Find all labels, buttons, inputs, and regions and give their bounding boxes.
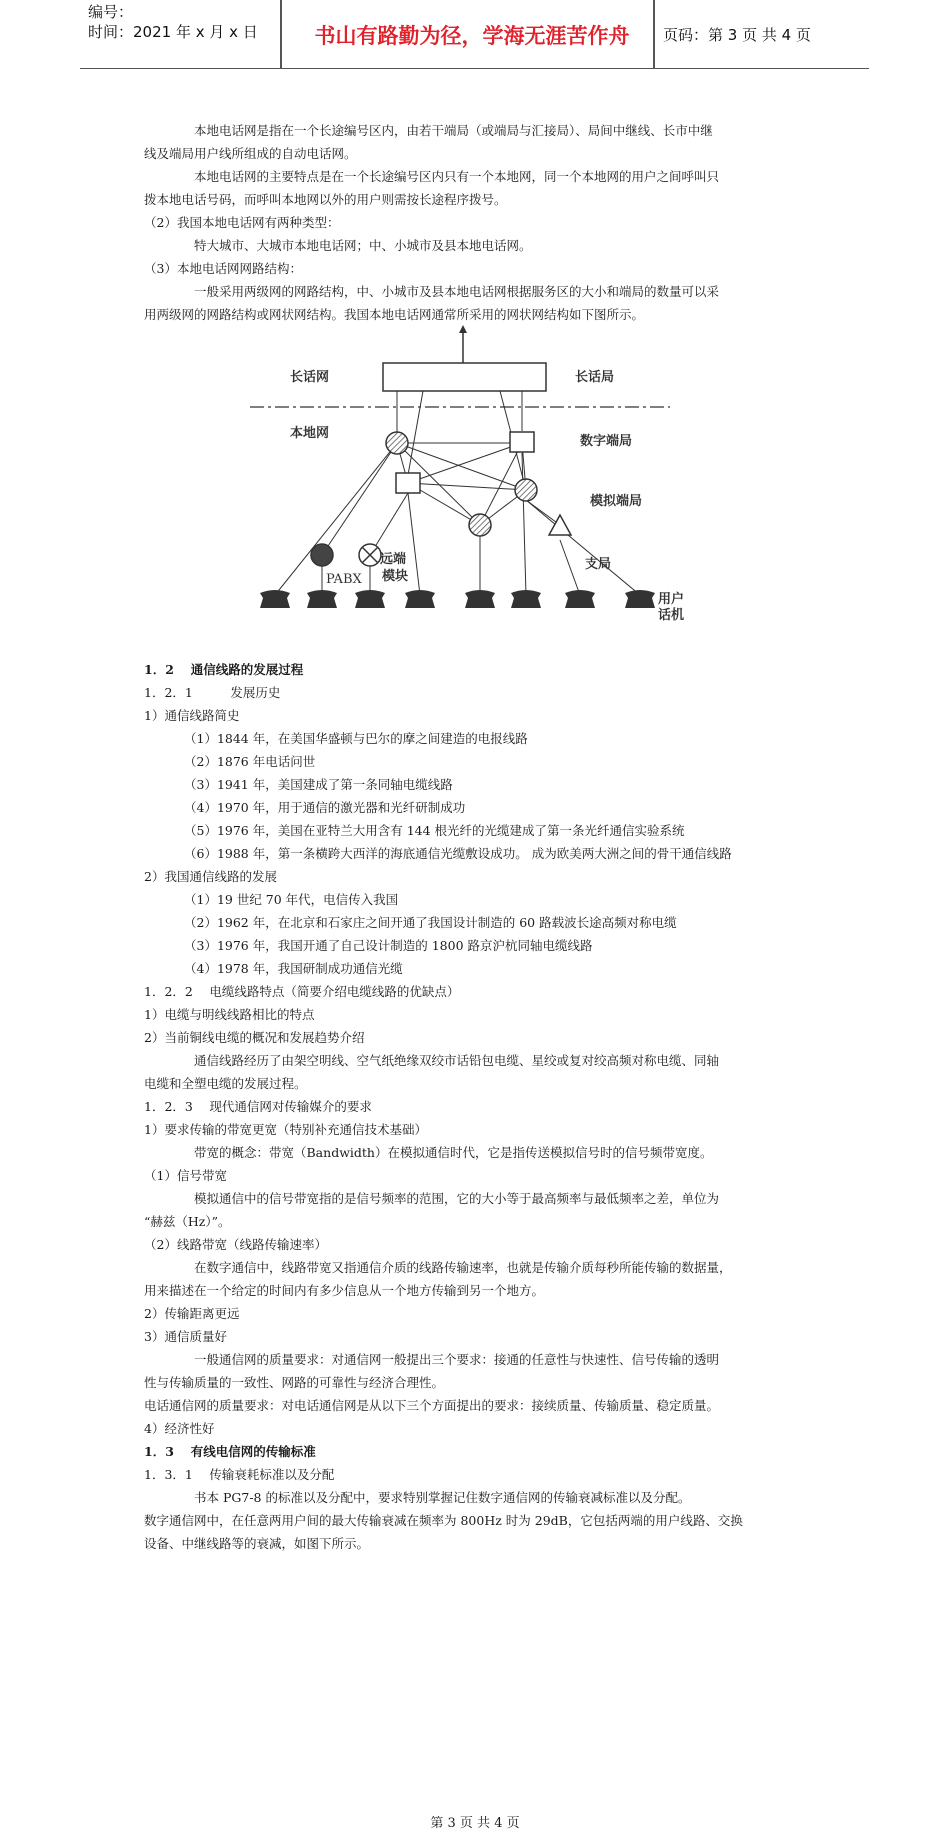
paragraph-line: “赫兹（Hz）”。 [144,1214,231,1229]
document-body [144,119,806,326]
label-local-net: 本地网 [290,426,330,441]
analog-office-node [469,514,491,536]
label-digital-office: 数字端局 [580,434,633,449]
paragraph-line: 1．2．3 现代通信网对传输媒介的要求 [144,1099,372,1114]
paragraph-line: （6）1988 年，第一条横跨大西洋的海底通信光缆敷设成功。 成为欧美两大洲之间的骨干通信线路 [184,846,732,861]
page-footer: 第 3 页 共 4 页 [430,1816,520,1831]
paragraph-line: 用来描述在一个给定的时间内有多少信息从一个地方传输到另一个地方。 [144,1283,545,1298]
long-office-box [383,363,546,391]
paragraph-line: 电话通信网的质量要求：对电话通信网是从以下三个方面提出的要求：接续质量、传输质量、稳定质量。 [144,1398,720,1413]
local-network-diagram [250,325,700,635]
paragraph-line: 一般采用两级网的网路结构，中、小城市及县本地电话网根据服务区的大小和端局的数量可以采 [194,284,720,299]
paragraph-line: 在数字通信中，线路带宽又指通信介质的线路传输速率，也就是传输介质每秒所能传输的数据量， [194,1260,732,1275]
paragraph-line: 3）通信质量好 [144,1329,227,1344]
paragraph-line: 1）通信线路简史 [144,708,240,723]
paragraph-line: （1）信号带宽 [144,1168,227,1183]
bottom-paragraphs [144,658,806,1555]
paragraph-line: 1）电缆与明线线路相比的特点 [144,1007,315,1022]
paragraph-line: 数字通信网中，在任意两用户间的最大传输衰减在频率为 800Hz 时为 29dB，它包括两端的用户线路、交换 [144,1513,743,1528]
branch-office-node [549,515,571,535]
header-motto: 书山有路勤为径，学海无涯苦作舟 [314,24,630,48]
paragraph-line: （4）1970 年，用于通信的激光器和光纤研制成功 [184,800,466,815]
top-paragraphs [144,119,806,326]
paragraph-line: 设备、中继线路等的衰减，如图下所示。 [144,1536,370,1551]
paragraph-line: 1．3 有线电信网的传输标准 [144,1444,316,1459]
paragraph-line: 模拟通信中的信号带宽指的是信号频率的范围，它的大小等于最高频率与最低频率之差，单位为 [194,1191,720,1206]
paragraph-line: 一般通信网的质量要求：对通信网一般提出三个要求：接通的任意性与快速性、信号传输的透明 [194,1352,720,1367]
paragraph-line: 2）传输距离更远 [144,1306,240,1321]
label-user-1: 用户 [658,592,685,607]
paragraph-line: 本地电话网是指在一个长途编号区内，由若干端局（或端局与汇接局）、局间中继线、长市中继 [194,123,713,138]
paragraph-line: 特大城市、大城市本地电话网；中、小城市及县本地电话网。 [194,238,532,253]
paragraph-line: 4）经济性好 [144,1421,215,1436]
paragraph-line: 书本 PG7-8 的标准以及分配中，要求特别掌握记住数字通信网的传输衰减标准以及分配。 [194,1490,691,1505]
paragraph-line: 2）我国通信线路的发展 [144,869,277,884]
paragraph-line: 1．3．1 传输衰耗标准以及分配 [144,1467,335,1482]
pabx-node [311,544,333,566]
paragraph-line: 本地电话网的主要特点是在一个长途编号区内只有一个本地网，同一个本地网的用户之间呼叫只 [194,169,720,184]
paragraph-line: （3）1941 年，美国建成了第一条同轴电缆线路 [184,777,453,792]
digital-office-node [396,473,420,493]
paragraph-line: （4）1978 年，我国研制成功通信光缆 [184,961,403,976]
page-header [80,0,869,69]
paragraph-line: 线及端局用户线所组成的自动电话网。 [144,146,357,161]
label-branch: 支局 [585,557,612,572]
analog-office-node [515,479,537,501]
paragraph-line: 1．2．1 发展历史 [144,685,281,700]
paragraph-line: 性与传输质量的一致性、网路的可靠性与经济合理性。 [144,1375,445,1390]
paragraph-line: 电缆和全塑电缆的发展过程。 [144,1076,307,1091]
telephone-icon [260,590,655,608]
document-body-lower [144,658,806,1555]
label-remote-1: 远端 [380,552,407,567]
paragraph-line: 1）要求传输的带宽更宽（特别补充通信技术基础） [144,1122,427,1137]
header-page-info: 页码：第 3 页 共 4 页 [663,26,811,44]
paragraph-line: 1．2．2 电缆线路特点（简要介绍电缆线路的优缺点） [144,984,460,999]
header-divider [653,0,655,68]
label-long-office: 长话局 [575,370,615,385]
paragraph-line: （5）1976 年，美国在亚特兰大用含有 144 根光纤的光缆建成了第一条光纤通信实验系统 [184,823,685,838]
paragraph-line: 用两级网的网路结构或网状网结构。我国本地电话网通常所采用的网状网结构如下图所示。 [144,307,645,322]
label-long-net: 长话网 [290,370,330,385]
label-remote-2: 模块 [382,569,409,584]
digital-office-node [510,432,534,452]
paragraph-line: 拨本地电话号码，而呼叫本地网以外的用户则需按长途程序拨号。 [144,192,507,207]
paragraph-line: （1）1844 年，在美国华盛顿与巴尔的摩之间建造的电报线路 [184,731,528,746]
paragraph-line: 带宽的概念：带宽（Bandwidth）在模拟通信时代，它是指传送模拟信号时的信号频带宽度。 [194,1145,713,1160]
paragraph-line: 2）当前铜线电缆的概况和发展趋势介绍 [144,1030,365,1045]
label-analog-office: 模拟端局 [590,494,643,509]
paragraph-line: （2）1962 年，在北京和石家庄之间开通了我国设计制造的 60 路载波长途高频对称电缆 [184,915,677,930]
tandem-office-node [386,432,408,454]
label-user-2: 话机 [658,608,685,623]
header-meta [88,2,258,42]
paragraph-line: （3）1976 年，我国开通了自己设计制造的 1800 路京沪杭同轴电缆线路 [184,938,593,953]
arrow-head [459,325,467,333]
paragraph-line: （2）1876 年电话问世 [184,754,316,769]
paragraph-line: 1．2 通信线路的发展过程 [144,662,304,677]
paragraph-line: （3）本地电话网网路结构： [144,261,302,276]
label-pabx: PABX [326,572,362,587]
paragraph-line: （2）我国本地电话网有两种类型： [144,215,340,230]
paragraph-line: （2）线路带宽（线路传输速率） [144,1237,327,1252]
paragraph-line: （1）19 世纪 70 年代，电信传入我国 [184,892,399,907]
time-label: 时间：2021 年 x 月 x 日 [88,23,258,41]
code-label: 编号： [88,3,134,21]
paragraph-line: 通信线路经历了由架空明线、空气纸绝缘双绞市话铅包电缆、星绞或复对绞高频对称电缆、同轴 [194,1053,720,1068]
